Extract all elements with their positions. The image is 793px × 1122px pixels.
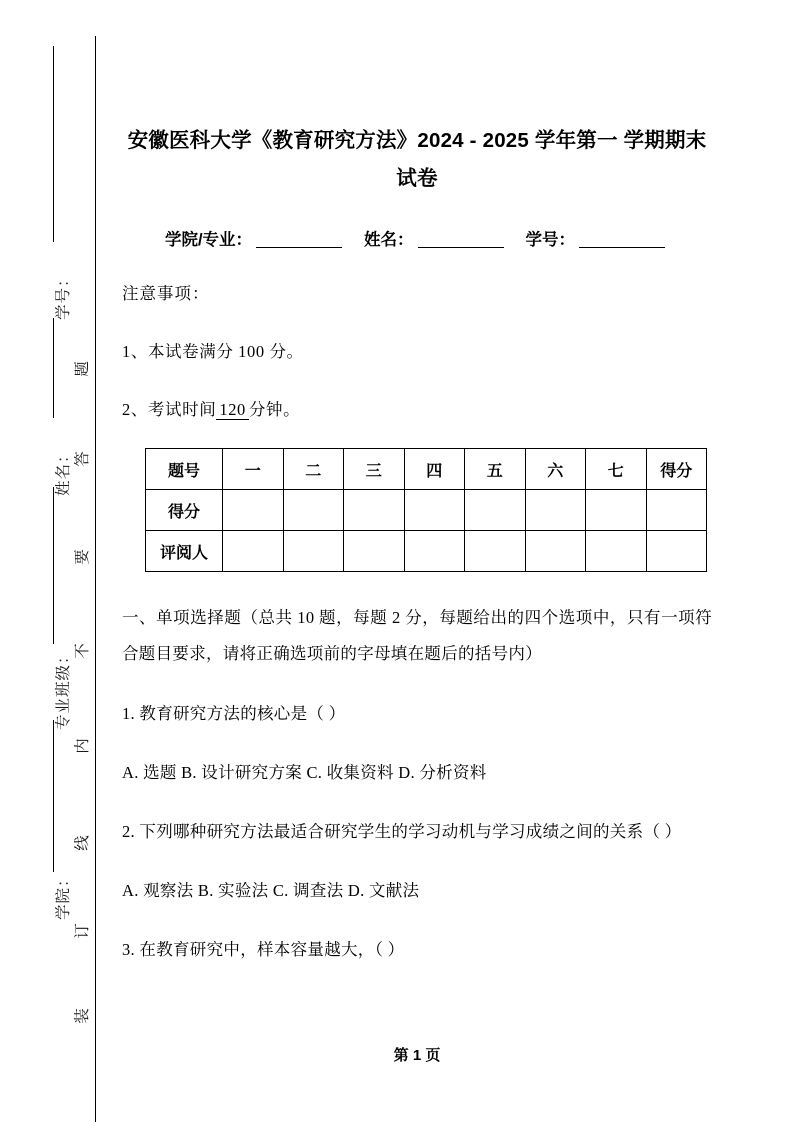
department-blank[interactable] — [256, 247, 342, 248]
notice-item-total-score: 1、本试卷满分 100 分。 — [122, 342, 304, 361]
name-label: 姓名： — [364, 231, 414, 249]
table-cell[interactable] — [223, 490, 284, 531]
table-header-cell: 题号 — [146, 449, 223, 490]
margin-label-student-id: 学号： — [55, 270, 72, 320]
table-row-label: 得分 — [146, 490, 223, 531]
table-row-header — [146, 449, 707, 490]
page-title-line-1: 安徽医科大学《教育研究方法》2024 - 2025 学年第一 — [127, 129, 618, 152]
binding-char: 答 — [74, 451, 91, 467]
table-row — [146, 531, 707, 572]
table-header-cell: 七 — [586, 449, 647, 490]
duration-suffix: 分钟。 — [248, 400, 301, 419]
question-options: A. 观察法 B. 实验法 C. 调查法 D. 文献法 — [122, 881, 420, 900]
margin-label-class: 专业班级： — [55, 647, 72, 730]
table-cell[interactable] — [404, 531, 465, 572]
duration-value: 120 — [216, 400, 249, 420]
table-header-cell: 六 — [525, 449, 586, 490]
table-cell[interactable] — [283, 531, 344, 572]
table-cell[interactable] — [465, 531, 526, 572]
table-header-cell: 一 — [223, 449, 284, 490]
table-header-cell: 三 — [344, 449, 405, 490]
binding-char: 要 — [74, 549, 91, 565]
duration-prefix: 2、考试时间 — [122, 400, 217, 419]
department-label: 学院/专业： — [164, 231, 253, 249]
binding-margin — [0, 0, 110, 1122]
table-header-cell: 二 — [283, 449, 344, 490]
table-row — [146, 490, 707, 531]
section-heading-multiple-choice: 一、单项选择题（总共 10 题，每题 2 分，每题给出的四个选项中，只有一项符合题目要求，请将正确选项前的字母填在题后的括号内） — [122, 608, 712, 663]
table-cell[interactable] — [586, 531, 647, 572]
notice-item-duration — [122, 396, 712, 420]
margin-label-name: 姓名： — [55, 446, 72, 496]
score-table — [145, 448, 707, 572]
student-info-row — [122, 226, 712, 250]
question-stem: 3. 在教育研究中，样本容量越大，（ ） — [122, 940, 405, 959]
table-cell[interactable] — [344, 490, 405, 531]
table-cell[interactable] — [344, 531, 405, 572]
page-title — [122, 0, 712, 198]
name-blank[interactable] — [418, 247, 504, 248]
table-cell[interactable] — [646, 490, 707, 531]
table-header-cell: 得分 — [646, 449, 707, 490]
table-row-label: 评阅人 — [146, 531, 223, 572]
binding-char: 题 — [74, 361, 91, 377]
binding-char: 不 — [74, 643, 91, 659]
table-cell[interactable] — [586, 490, 647, 531]
table-cell[interactable] — [525, 490, 586, 531]
table-header-cell: 四 — [404, 449, 465, 490]
question-stem: 1. 教育研究方法的核心是（ ） — [122, 704, 346, 723]
binding-char: 订 — [74, 923, 91, 939]
question-stem: 2. 下列哪种研究方法最适合研究学生的学习动机与学习成绩之间的关系（ ） — [122, 822, 682, 841]
page-title-line-2: 学期期末试卷 — [396, 129, 707, 190]
table-cell[interactable] — [525, 531, 586, 572]
table-cell[interactable] — [223, 531, 284, 572]
student-id-blank[interactable] — [579, 247, 665, 248]
page-footer: 第 1 页 — [393, 1047, 441, 1064]
binding-char: 装 — [74, 1008, 91, 1024]
notice-heading: 注意事项： — [122, 284, 210, 303]
question-options: A. 选题 B. 设计研究方案 C. 收集资料 D. 分析资料 — [122, 763, 487, 782]
table-cell[interactable] — [646, 531, 707, 572]
table-cell[interactable] — [404, 490, 465, 531]
student-id-label: 学号： — [525, 231, 576, 249]
table-cell[interactable] — [283, 490, 344, 531]
binding-char: 线 — [74, 835, 91, 851]
exam-paper-body — [122, 0, 712, 968]
binding-char: 内 — [74, 738, 91, 754]
table-cell[interactable] — [465, 490, 526, 531]
table-header-cell: 五 — [465, 449, 526, 490]
binding-inner-rule — [95, 36, 96, 1122]
margin-label-department: 学院： — [55, 870, 72, 920]
